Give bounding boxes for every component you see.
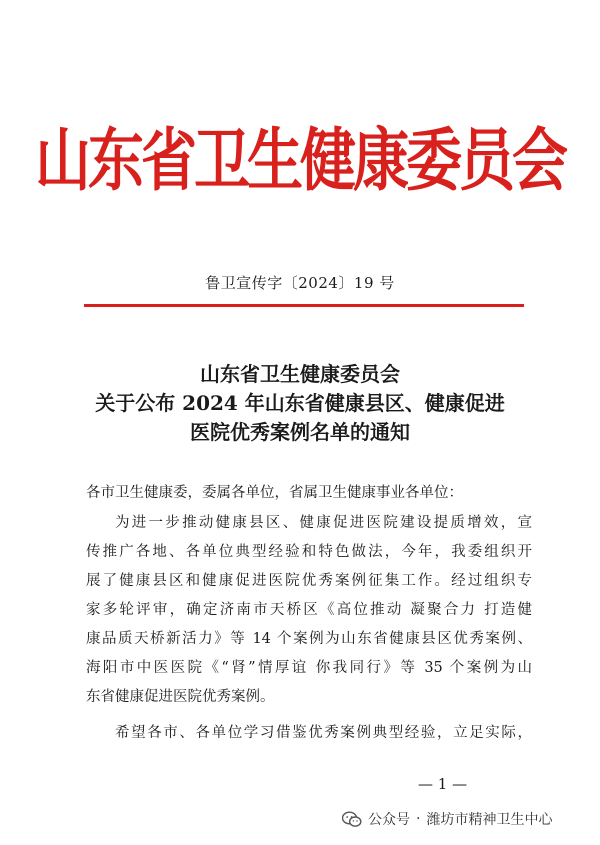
title-line-3: 医院优秀案例名单的通知 [190,420,410,444]
title-line-1: 山东省卫生健康委员会 [200,362,400,386]
paragraph-line: 传推广各地、各单位典型经验和特色做法，今年，我委组织开 [86,544,532,560]
paragraph-line: 展了健康县区和健康促进医院优秀案例征集工作。经过组织专 [86,573,532,589]
document-number: 鲁卫宣传字〔2024〕19 号 [205,274,395,292]
page-number: — 1 — [418,775,468,793]
paragraph-line: 康品质天桥新活力》等 14 个案例为山东省健康县区优秀案例、 [86,631,532,647]
paragraph-line: 东省健康促进医院优秀案例。 [86,689,275,705]
title-line-2: 关于公布 2024 年山东省健康县区、健康促进 [95,391,505,415]
red-divider-line [84,304,524,307]
masthead-org-name: 山东省卫生健康委员会 [35,121,565,202]
paragraph-line: 海阳市中医医院《“肾”情厚谊 你我同行》等 35 个案例为山 [86,660,532,676]
paragraph-2 [86,719,532,748]
addressee: 各市卫生健康委，委属各单位，省属卫生健康事业各单位： [86,485,463,501]
paragraph-1 [86,509,532,712]
notice-title [0,360,600,447]
watermark-platform: 公众号 [368,812,410,828]
paragraph-line: 希望各市、各单位学习借鉴优秀案例典型经验，立足实际， [115,725,532,741]
paragraph-line: 为进一步推动健康县区、健康促进医院建设提质增效，宣 [115,515,532,531]
wechat-watermark [342,809,552,829]
paragraph-line: 家多轮评审，确定济南市天桥区《高位推动 凝聚合力 打造健 [86,602,532,618]
wechat-icon [342,811,362,828]
watermark-account: 潍坊市精神卫生中心 [426,812,553,828]
watermark-separator: · [416,811,421,827]
